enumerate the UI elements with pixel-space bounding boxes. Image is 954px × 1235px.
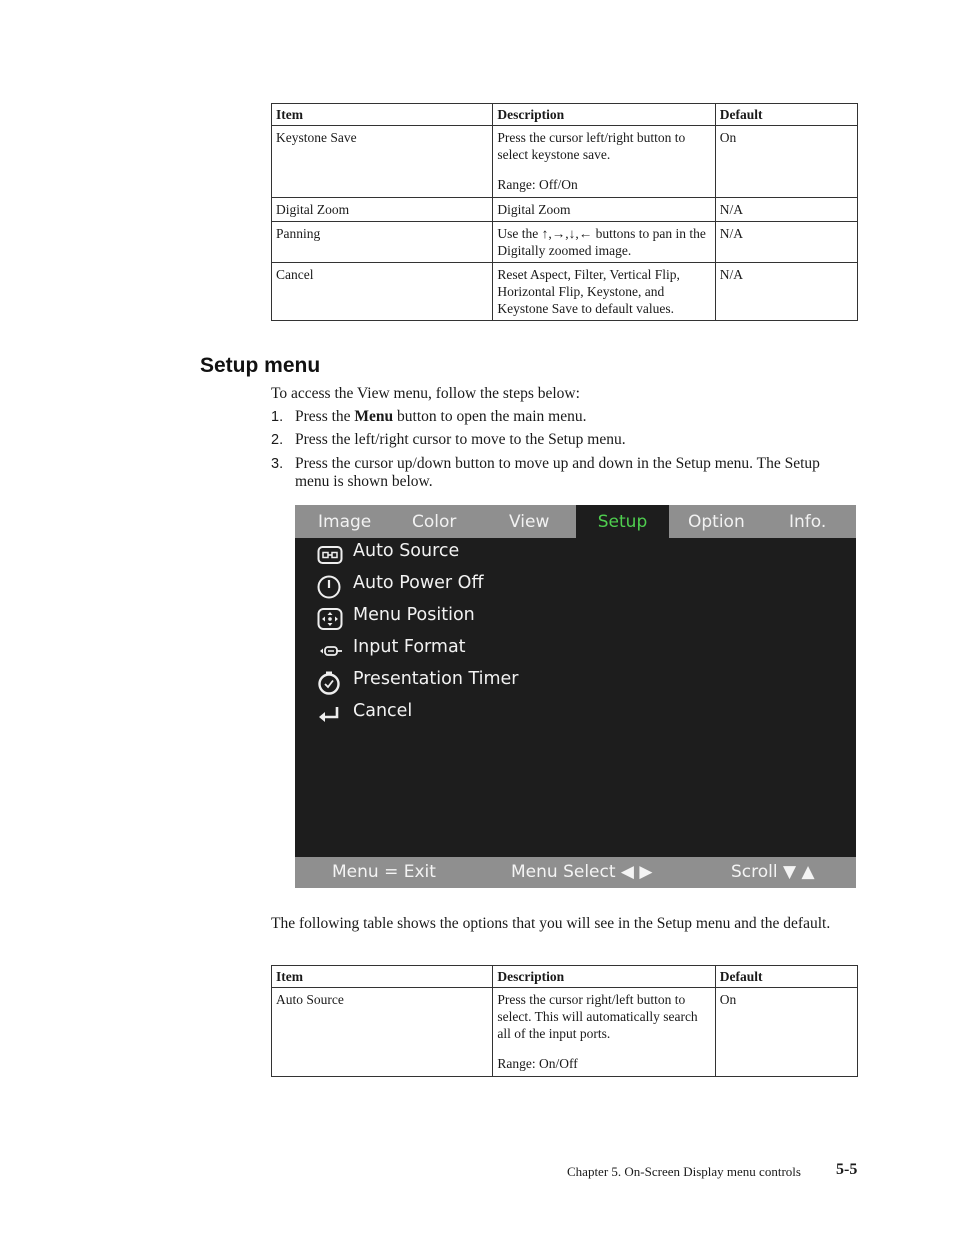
setup-menu-screenshot bbox=[295, 505, 856, 888]
header-item: Item bbox=[272, 104, 493, 126]
step-number: 2. bbox=[271, 432, 284, 448]
header-default: Default bbox=[715, 104, 857, 126]
cell-item: Keystone Save bbox=[272, 126, 493, 198]
step-text: Press the cursor up/down button to move up and down in the Setup menu. The Setup menu is shown below. bbox=[295, 455, 820, 490]
osd-footer-bar bbox=[295, 857, 856, 888]
menu-item-label: Input Format bbox=[353, 637, 466, 657]
intro-text: To access the View menu, follow the steps below: bbox=[271, 385, 580, 402]
header-default: Default bbox=[715, 966, 857, 988]
footer-scroll-hint: Scroll ▼ ▲ bbox=[731, 862, 815, 882]
table-header-row bbox=[272, 966, 858, 988]
step-text-end: button to open the main menu. bbox=[393, 408, 587, 425]
footer-chapter-title: Chapter 5. On-Screen Display menu controls bbox=[567, 1164, 801, 1179]
range-text: Range: On/Off bbox=[497, 1056, 578, 1071]
return-icon bbox=[317, 703, 343, 727]
menu-keyword: Menu bbox=[354, 408, 394, 425]
step-number: 1. bbox=[271, 409, 284, 425]
footer-exit-hint: Menu = Exit bbox=[332, 862, 436, 882]
tab-setup[interactable]: Setup bbox=[576, 505, 669, 538]
step-text: Press the left/right cursor to move to the Setup menu. bbox=[295, 431, 626, 448]
menu-item-label: Auto Power Off bbox=[353, 573, 484, 593]
table-intro-text: The following table shows the options that you will see in the Setup menu and the default. bbox=[271, 915, 831, 932]
table-row bbox=[272, 222, 858, 263]
cell-default: N/A bbox=[715, 198, 857, 222]
description-text: Press the cursor left/right button to select keystone save. bbox=[497, 130, 686, 162]
step-text-start: Press the bbox=[295, 408, 355, 425]
tab-option[interactable]: Option bbox=[688, 512, 745, 532]
cell-default: N/A bbox=[715, 263, 857, 321]
cell-description: Reset Aspect, Filter, Vertical Flip, Horizontal Flip, Keystone, and Keystone Save to default values. bbox=[493, 263, 715, 321]
menu-item-label: Presentation Timer bbox=[353, 669, 519, 689]
cell-default: On bbox=[715, 988, 857, 1077]
header-item: Item bbox=[272, 966, 493, 988]
cell-item: Cancel bbox=[272, 263, 493, 321]
timer-icon bbox=[317, 671, 343, 695]
cell-description bbox=[493, 988, 715, 1077]
description-text: Press the cursor right/left button to select. This will automatically search all of the input ports. bbox=[497, 992, 698, 1041]
menu-item-label: Cancel bbox=[353, 701, 413, 721]
table-row bbox=[272, 988, 858, 1077]
page-number: 5-5 bbox=[836, 1161, 858, 1178]
power-icon bbox=[317, 575, 343, 599]
header-description: Description bbox=[493, 966, 715, 988]
range-text: Range: Off/On bbox=[497, 177, 578, 192]
keystone-options-table bbox=[271, 103, 858, 321]
tab-view[interactable]: View bbox=[509, 512, 550, 532]
auto-source-icon bbox=[317, 543, 343, 567]
header-description: Description bbox=[493, 104, 715, 126]
menu-item-label: Auto Source bbox=[353, 541, 460, 561]
osd-tab-bar bbox=[295, 505, 856, 538]
cell-default: N/A bbox=[715, 222, 857, 263]
setup-options-table bbox=[271, 965, 858, 1077]
cell-default: On bbox=[715, 126, 857, 198]
table-row bbox=[272, 126, 858, 198]
menu-item-label: Menu Position bbox=[353, 605, 475, 625]
table-row bbox=[272, 198, 858, 222]
table-row bbox=[272, 263, 858, 321]
table-header-row bbox=[272, 104, 858, 126]
cell-item: Digital Zoom bbox=[272, 198, 493, 222]
input-format-icon bbox=[317, 639, 343, 663]
tab-info[interactable]: Info. bbox=[789, 512, 827, 532]
cell-item: Panning bbox=[272, 222, 493, 263]
footer-select-hint: Menu Select ◀ ▶ bbox=[511, 862, 653, 882]
tab-image[interactable]: Image bbox=[318, 512, 372, 532]
cell-description: Digital Zoom bbox=[493, 198, 715, 222]
step-text bbox=[295, 408, 855, 426]
tab-color[interactable]: Color bbox=[412, 512, 457, 532]
step-number: 3. bbox=[271, 456, 284, 472]
menu-position-icon bbox=[317, 607, 343, 631]
cell-description: Use the ↑,→,↓,← buttons to pan in the Digitally zoomed image. bbox=[493, 222, 715, 263]
section-title: Setup menu bbox=[200, 354, 321, 377]
cell-description bbox=[493, 126, 715, 198]
cell-item: Auto Source bbox=[272, 988, 493, 1077]
